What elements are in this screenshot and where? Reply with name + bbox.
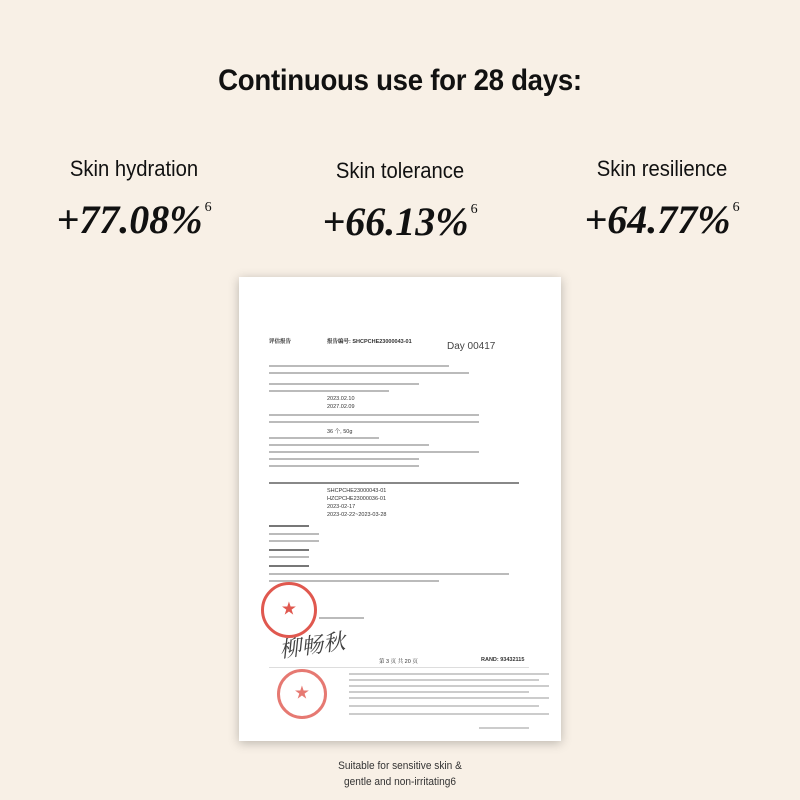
stat-label: Skin hydration — [69, 156, 199, 181]
red-seal-stamp: ★ — [277, 669, 327, 719]
stat-label: Skin tolerance — [335, 158, 465, 183]
footnote-marker: 6 — [204, 199, 212, 215]
footnote-marker: 6 — [470, 201, 478, 217]
stat-skin-resilience — [542, 150, 782, 243]
receive-date: 2023-02-17 — [327, 504, 356, 510]
red-seal-stamp: ★ — [261, 582, 317, 638]
headline: Continuous use for 28 days: — [218, 64, 582, 97]
stat-value: +64.77% $^6$ — [584, 197, 740, 242]
stat-value: +77.08% $^6$ — [56, 197, 212, 242]
caption: Suitable for sensitive skin & gentle and non-irritating6 — [338, 760, 462, 788]
page-number: 第 3 页 共 20 页 — [379, 659, 418, 665]
sample-spec: 36 个, 50g — [327, 429, 353, 435]
rand-code: RAND: 93432115 — [481, 657, 525, 663]
stat-label: Skin resilience — [596, 156, 728, 181]
footnote-marker: 6 — [732, 199, 740, 215]
stat-skin-tolerance — [280, 150, 520, 245]
report-title: 评估报告 — [269, 339, 292, 345]
day-label: Day 00417 — [447, 341, 496, 352]
stat-skin-hydration — [14, 150, 254, 243]
stat-value: +66.13% $^6$ — [322, 199, 478, 244]
evaluation-period: 2023-02-22~2023-03-28 — [327, 512, 387, 518]
test-report-document — [239, 277, 561, 741]
signature: 柳畅秋 — [277, 629, 347, 664]
production-date: 2023.02.10 — [327, 396, 355, 402]
expiry-date: 2027.02.09 — [327, 404, 355, 410]
sgs-sample-number: HZCPCHE23000036-01 — [327, 496, 387, 502]
sgs-work-number: SHCPCHE23000043-01 — [327, 488, 387, 494]
report-number: 报告编号: SHCPCHE23000043-01 — [327, 339, 412, 345]
